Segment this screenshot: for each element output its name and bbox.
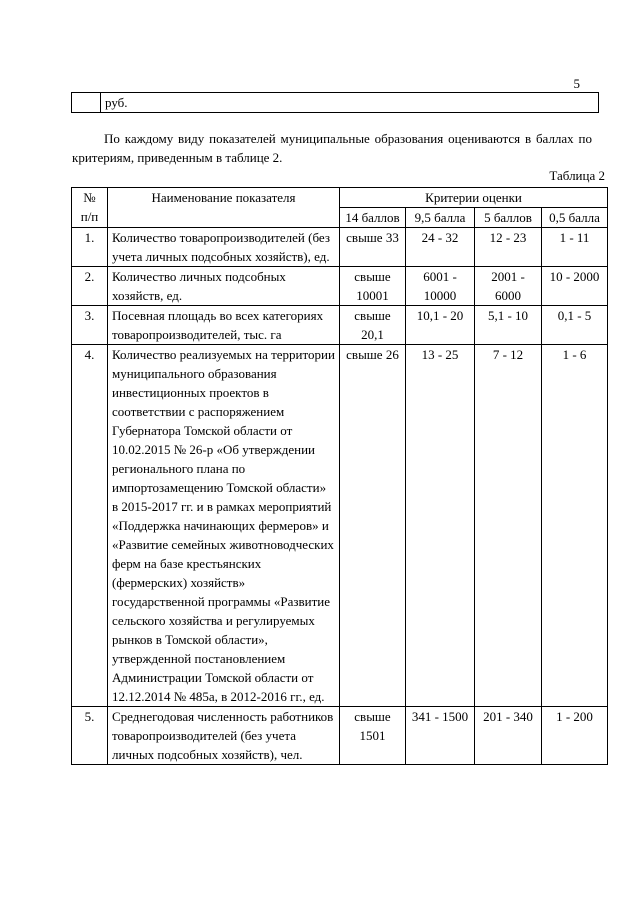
empty-cell — [72, 93, 101, 113]
row-number: 1. — [72, 228, 108, 267]
indicator-name: Количество личных подсобных хозяйств, ед. — [108, 267, 340, 306]
page-number: 5 — [573, 76, 580, 91]
table-row — [72, 228, 608, 267]
score-14-value: свыше 20,1 — [340, 306, 406, 345]
score-14-value: свыше 26 — [340, 345, 406, 707]
indicator-name: Количество товаропроизводителей (без учета личных подсобных хозяйств), ед. — [108, 228, 340, 267]
header-row — [72, 188, 608, 208]
score-0-5-value: 1 - 11 — [542, 228, 608, 267]
num-header-top: № — [83, 190, 96, 205]
score-5-value: 12 - 23 — [475, 228, 542, 267]
score-5-value: 5,1 - 10 — [475, 306, 542, 345]
score-5-value: 201 - 340 — [475, 707, 542, 765]
criteria-table — [71, 187, 608, 765]
num-header — [72, 188, 108, 228]
score-14-value: свыше 10001 — [340, 267, 406, 306]
table-row — [72, 707, 608, 765]
continuation-table — [71, 92, 599, 113]
table-row — [72, 267, 608, 306]
score-9-5-value: 341 - 1500 — [406, 707, 475, 765]
score-header-9-5: 9,5 балла — [406, 208, 475, 228]
row-number: 4. — [72, 345, 108, 707]
row-number: 5. — [72, 707, 108, 765]
intro-paragraph — [72, 129, 592, 167]
score-14-value: свыше 1501 — [340, 707, 406, 765]
indicator-name: Посевная площадь во всех категориях товаропроизводителей, тыс. га — [108, 306, 340, 345]
table-row — [72, 306, 608, 345]
row-number: 3. — [72, 306, 108, 345]
score-5-value: 2001 - 6000 — [475, 267, 542, 306]
name-header: Наименование показателя — [108, 188, 340, 228]
score-5-value: 7 - 12 — [475, 345, 542, 707]
score-0-5-value: 0,1 - 5 — [542, 306, 608, 345]
score-9-5-value: 10,1 - 20 — [406, 306, 475, 345]
score-9-5-value: 24 - 32 — [406, 228, 475, 267]
score-header-0-5: 0,5 балла — [542, 208, 608, 228]
score-0-5-value: 1 - 200 — [542, 707, 608, 765]
score-9-5-value: 13 - 25 — [406, 345, 475, 707]
criteria-header: Критерии оценки — [340, 188, 608, 208]
indicator-name: Среднегодовая численность работников товаропроизводителей (без учета личных подсобных хозяйств), чел. — [108, 707, 340, 765]
unit-cell: руб. — [101, 93, 599, 113]
score-header-14: 14 баллов — [340, 208, 406, 228]
table-row — [72, 345, 608, 707]
paragraph-text: По каждому виду показателей муниципальные образования оцениваются в баллах по критериям, приведенным в таблице 2. — [72, 131, 592, 165]
indicator-name: Количество реализуемых на территории муниципального образования инвестиционных проектов в соответствии с распоряжением Губернатора Томской области от 10.02.2015 № 26-р «Об утверждении регионального плана по импортозамещению Томской области» в 2015-2017 гг. и в рамках мероприятий «Поддержка начинающих фермеров» и «Развитие семейных животноводческих ферм на базе крестьянских (фермерских) хозяйств» государственной программы «Развитие сельского хозяйства и регулируемых рынков в Томской области», утвержденной постановлением Администрации Томской области от 12.12.2014 № 485а, в 2012-2016 гг., ед. — [108, 345, 340, 707]
table-row — [72, 93, 599, 113]
score-header-5: 5 баллов — [475, 208, 542, 228]
row-number: 2. — [72, 267, 108, 306]
table-caption: Таблица 2 — [549, 168, 605, 183]
score-0-5-value: 10 - 2000 — [542, 267, 608, 306]
score-14-value: свыше 33 — [340, 228, 406, 267]
score-0-5-value: 1 - 6 — [542, 345, 608, 707]
score-9-5-value: 6001 - 10000 — [406, 267, 475, 306]
num-header-bottom: п/п — [80, 209, 99, 224]
